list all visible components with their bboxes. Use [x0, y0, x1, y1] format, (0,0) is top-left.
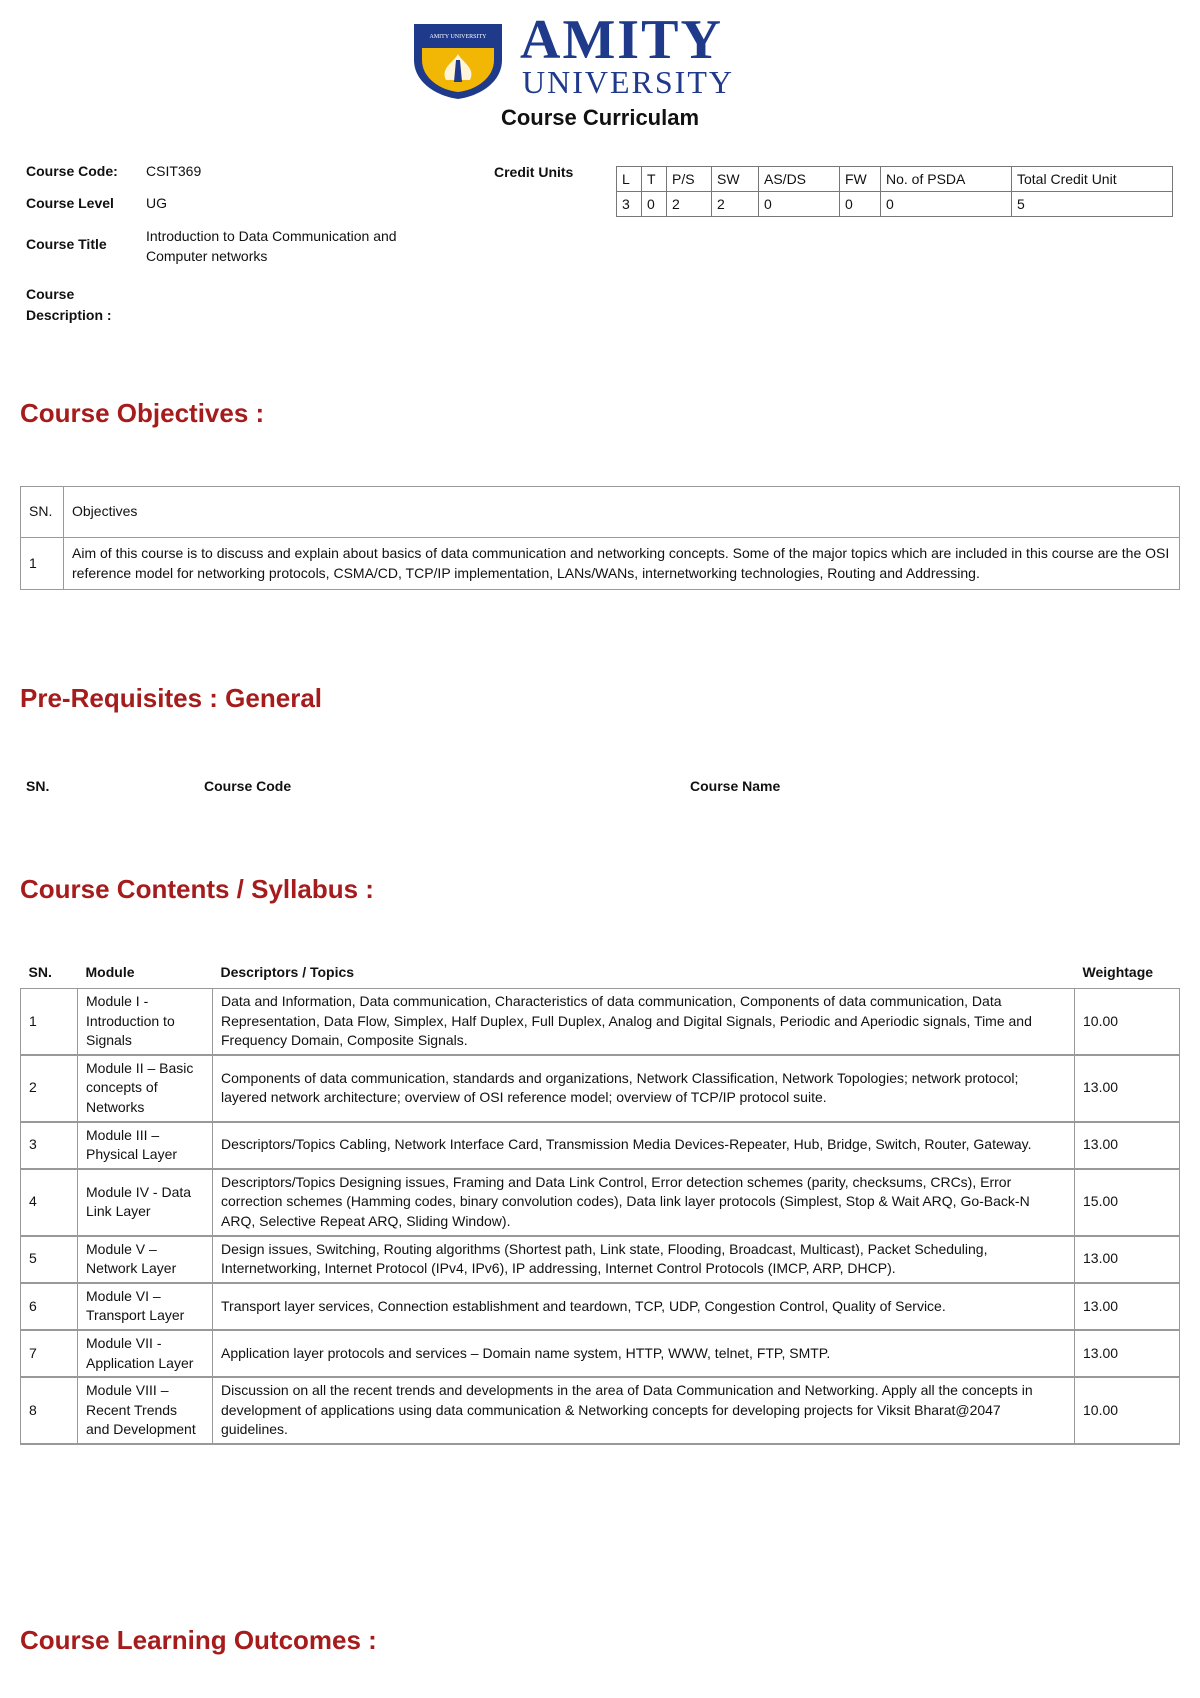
logo-badge-text: AMITY UNIVERSITY: [429, 34, 487, 40]
credit-header-cell: L: [617, 167, 642, 192]
course-level-value: UG: [146, 195, 167, 211]
syllabus-sn-cell: 3: [21, 1122, 78, 1169]
syllabus-module-cell: Module VII - Application Layer: [78, 1330, 213, 1377]
syllabus-module-cell: Module II – Basic concepts of Networks: [78, 1055, 213, 1122]
syllabus-heading: Course Contents / Syllabus :: [20, 874, 374, 904]
syllabus-module-cell: Module VIII – Recent Trends and Development: [78, 1377, 213, 1444]
page-title: Course Curriculam: [500, 105, 700, 130]
course-title-label: Course Title: [26, 236, 107, 252]
syllabus-weightage-cell: 13.00: [1075, 1236, 1180, 1283]
syllabus-topics-cell: Descriptors/Topics Designing issues, Framing and Data Link Control, Error detection schemes (parity, checksums, CRCs), Error correction schemes (Hamming codes, binary convolution codes), Data link layer protocols (Simplest, Stop & Wait ARQ, Go-Back-N ARQ, Selective Repeat ARQ, Sliding Window).: [213, 1169, 1075, 1236]
objectives-header-row: [21, 487, 1180, 538]
syllabus-module-cell: Module IV - Data Link Layer: [78, 1169, 213, 1236]
credit-header-cell: P/S: [667, 167, 712, 192]
syllabus-sn-cell: 8: [21, 1377, 78, 1444]
syllabus-row: [21, 1377, 1180, 1444]
syllabus-row: [21, 1055, 1180, 1122]
syllabus-weightage-cell: 15.00: [1075, 1169, 1180, 1236]
syllabus-topics-cell: Data and Information, Data communication, Characteristics of data communication, Components of data communication, Data Representation, Data Flow, Simplex, Half Duplex, Full Duplex, Analog and Digital Signals, Periodic and Aperiodic signals, Time and Frequency Domain, Composite Signals.: [213, 989, 1075, 1055]
syllabus-weightage-cell: 13.00: [1075, 1055, 1180, 1122]
shield-crest-icon: [410, 20, 506, 100]
course-description-label: Course Description :: [26, 286, 112, 323]
syllabus-row: [21, 1169, 1180, 1236]
syllabus-weightage-cell: 10.00: [1075, 1377, 1180, 1444]
objectives-sn-cell: 1: [21, 538, 64, 590]
logo-wordmark: AMITY: [520, 9, 723, 71]
syllabus-sn-cell: 6: [21, 1283, 78, 1330]
syllabus-topics-cell: Transport layer services, Connection establishment and teardown, TCP, UDP, Congestion Control, Quality of Service.: [213, 1283, 1075, 1330]
syllabus-weightage-cell: 13.00: [1075, 1122, 1180, 1169]
syllabus-sn-header: SN.: [28, 964, 52, 980]
prereq-name-header: Course Name: [690, 778, 781, 794]
syllabus-row: [21, 1236, 1180, 1283]
objectives-text-cell: Aim of this course is to discuss and explain about basics of data communication and networking concepts. Some of the major topics which are included in this course are the OSI reference model for networking protocols, CSMA/CD, TCP/IP implementation, LANs/WANs, internetworking technologies, Routing and Addressing.: [64, 538, 1180, 590]
course-code-label: Course Code:: [26, 163, 118, 179]
syllabus-topics-cell: Components of data communication, standards and organizations, Network Classification, Network Topologies; network protocol; layered network architecture; overview of OSI reference model; overview of TCP/IP protocol suite.: [213, 1055, 1075, 1122]
syllabus-row: [21, 1283, 1180, 1330]
syllabus-row: [21, 1330, 1180, 1377]
syllabus-sn-cell: 2: [21, 1055, 78, 1122]
syllabus-topics-cell: Descriptors/Topics Cabling, Network Interface Card, Transmission Media Devices-Repeater, Hub, Bridge, Switch, Router, Gateway.: [213, 1122, 1075, 1169]
prereq-sn-header: SN.: [26, 778, 50, 794]
syllabus-module-header: Module: [85, 964, 135, 980]
syllabus-row: [21, 989, 1180, 1055]
syllabus-weightage-cell: 13.00: [1075, 1283, 1180, 1330]
syllabus-table: [20, 960, 1180, 1445]
credit-header-row: [617, 167, 1173, 192]
credit-header-cell: AS/DS: [759, 167, 840, 192]
syllabus-module-cell: Module V – Network Layer: [78, 1236, 213, 1283]
credit-units-label: Credit Units: [494, 164, 574, 180]
outcomes-heading: Course Learning Outcomes :: [20, 1625, 377, 1655]
credit-value-cell: 2: [667, 192, 712, 217]
credit-value-cell: 3: [617, 192, 642, 217]
credit-header-cell: Total Credit Unit: [1012, 167, 1173, 192]
syllabus-module-cell: Module III – Physical Layer: [78, 1122, 213, 1169]
objectives-row: [21, 538, 1180, 590]
credit-value-cell: 2: [712, 192, 759, 217]
course-title-value: Introduction to Data Communication and Computer networks: [146, 228, 397, 264]
objectives-sn-header: SN.: [21, 487, 64, 538]
credit-value-cell: 0: [642, 192, 667, 217]
syllabus-topics-cell: Design issues, Switching, Routing algorithms (Shortest path, Link state, Flooding, Broadcast, Multicast), Packet Scheduling, Internetworking, Internet Protocol (IPv4, IPv6), IP addressing, Internet Control Protocols (IMCP, ARP, DHCP).: [213, 1236, 1075, 1283]
credit-value-cell: 0: [759, 192, 840, 217]
credit-header-cell: T: [642, 167, 667, 192]
objectives-text-header: Objectives: [64, 487, 1180, 538]
syllabus-topics-header: Descriptors / Topics: [220, 964, 355, 980]
prereq-code-header: Course Code: [204, 778, 292, 794]
syllabus-sn-cell: 1: [21, 989, 78, 1055]
syllabus-header-row: [21, 960, 1180, 989]
credit-units-table: [616, 166, 1173, 217]
objectives-table: [20, 486, 1180, 590]
credit-value-row: [617, 192, 1173, 217]
credit-value-cell: 5: [1012, 192, 1173, 217]
syllabus-sn-cell: 4: [21, 1169, 78, 1236]
objectives-heading: Course Objectives :: [20, 398, 265, 428]
syllabus-weightage-header: Weightage: [1082, 964, 1154, 980]
logo-subtitle: UNIVERSITY: [522, 64, 734, 100]
syllabus-weightage-cell: 10.00: [1075, 989, 1180, 1055]
syllabus-module-cell: Module I - Introduction to Signals: [78, 989, 213, 1055]
credit-header-cell: No. of PSDA: [881, 167, 1012, 192]
syllabus-weightage-cell: 13.00: [1075, 1330, 1180, 1377]
syllabus-topics-cell: Discussion on all the recent trends and developments in the area of Data Communication and Networking. Apply all the concepts in development of applications using data communication & Networking concepts for developing projects for Viksit Bharat@2047 guidelines.: [213, 1377, 1075, 1444]
credit-header-cell: FW: [840, 167, 881, 192]
syllabus-sn-cell: 5: [21, 1236, 78, 1283]
prerequisites-heading: Pre-Requisites : General: [20, 683, 322, 713]
syllabus-module-cell: Module VI – Transport Layer: [78, 1283, 213, 1330]
syllabus-topics-cell: Application layer protocols and services – Domain name system, HTTP, WWW, telnet, FTP, SMTP.: [213, 1330, 1075, 1377]
syllabus-sn-cell: 7: [21, 1330, 78, 1377]
course-level-label: Course Level: [26, 195, 114, 211]
course-code-value: CSIT369: [146, 163, 202, 179]
syllabus-row: [21, 1122, 1180, 1169]
credit-value-cell: 0: [840, 192, 881, 217]
credit-value-cell: 0: [881, 192, 1012, 217]
credit-header-cell: SW: [712, 167, 759, 192]
